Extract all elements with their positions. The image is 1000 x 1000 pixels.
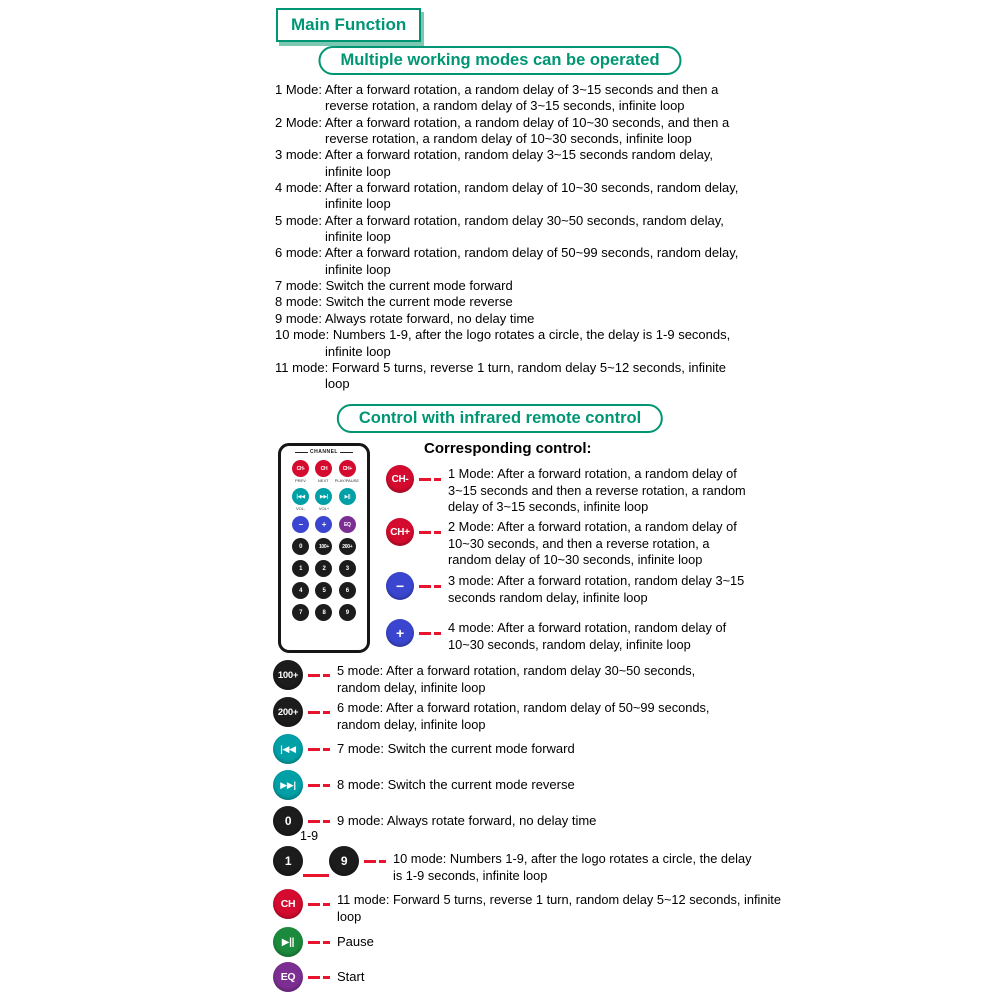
mode-item-10: 10 mode: Numbers 1-9, after the logo rotates a circle, the delay is 1-9 seconds, infinite loop <box>275 327 731 359</box>
digit-range-group <box>273 829 359 877</box>
remote-prev-label: PREV <box>294 478 306 483</box>
remote-minus-button: − <box>292 516 309 533</box>
remote-row-456 <box>281 582 367 599</box>
remote-4-button: 4 <box>292 582 309 599</box>
control-text-mode8: 8 mode: Switch the current mode reverse <box>337 777 575 792</box>
remote-playpause-label: PLAY/PAUSE <box>334 478 359 483</box>
control-row-mode4 <box>386 617 748 653</box>
control-row-mode7 <box>273 734 575 764</box>
control-row-mode8 <box>273 770 575 800</box>
section-title-remote-control: Control with infrared remote control <box>337 404 663 433</box>
connector-line <box>308 941 330 944</box>
key-100-icon: 100+ <box>273 660 303 690</box>
remote-ch-minus-button: CH- <box>292 460 309 477</box>
connector-line <box>308 976 330 979</box>
remote-next-button: ▶▶| <box>315 488 332 505</box>
remote-channel-label: CHANNEL <box>281 449 367 455</box>
control-row-mode1 <box>386 463 748 516</box>
connector-line <box>419 585 441 588</box>
remote-next-label: NEXT <box>317 478 329 483</box>
remote-row-extra <box>281 538 367 555</box>
mode-item-8: 8 mode: Switch the current mode reverse <box>275 294 513 310</box>
mode-item-5: 5 mode: After a forward rotation, random delay 30~50 seconds, random delay, infinite loop <box>275 212 724 245</box>
mode-item-2: 2 Mode: After a forward rotation, a random delay of 10~30 seconds, and then a reverse rotation, a random delay of 10~30 seconds, infinite loop <box>275 114 730 147</box>
remote-eq-button: EQ <box>339 516 356 533</box>
connector-line <box>308 903 330 906</box>
section-title-working-modes: Multiple working modes can be operated <box>318 46 681 75</box>
remote-eq-label <box>336 507 359 511</box>
ch-plus-icon: CH+ <box>386 518 414 546</box>
remote-playpause-button: ▶|| <box>339 488 356 505</box>
remote-2-button: 2 <box>315 560 332 577</box>
mode-item-3: 3 mode: After a forward rotation, random delay 3~15 seconds random delay, infinite loop <box>275 147 714 179</box>
mode-item-7: 7 mode: Switch the current mode forward <box>275 278 513 294</box>
prev-track-icon: |◀◀ <box>273 734 303 764</box>
remote-row-channel <box>281 460 367 477</box>
remote-1-button: 1 <box>292 560 309 577</box>
remote-control-graphic <box>278 443 370 653</box>
control-row-mode11 <box>273 889 797 925</box>
remote-plus-button: + <box>315 516 332 533</box>
eq-icon: EQ <box>273 962 303 992</box>
remote-volume-labels <box>281 507 367 511</box>
control-text-mode2: 2 Mode: After a forward rotation, a random delay of 10~30 seconds, and then a reverse rotation, a random delay of 10~30 seconds, infinite loop <box>448 519 737 567</box>
remote-row-789 <box>281 604 367 621</box>
range-label: 1-9 <box>300 829 319 843</box>
remote-prev-button: |◀◀ <box>292 488 309 505</box>
connector-line <box>308 784 330 787</box>
remote-ch-plus-button: CH+ <box>339 460 356 477</box>
connector-line <box>303 874 329 877</box>
remote-media-labels <box>281 479 367 483</box>
remote-row-123 <box>281 560 367 577</box>
play-pause-icon: ▶|| <box>273 927 303 957</box>
plus-icon: + <box>386 619 414 647</box>
remote-ch-button: CH <box>315 460 332 477</box>
control-text-mode3: 3 mode: After a forward rotation, random delay 3~15 seconds random delay, infinite loop <box>448 573 745 605</box>
remote-vol-minus-label: VOL- <box>295 506 306 511</box>
corresponding-control-label: Corresponding control: <box>424 440 592 457</box>
remote-9-button: 9 <box>339 604 356 621</box>
connector-line <box>364 860 386 863</box>
control-text-mode11: 11 mode: Forward 5 turns, reverse 1 turn, random delay 5~12 seconds, infinite loop <box>337 892 781 924</box>
remote-5-button: 5 <box>315 582 332 599</box>
control-row-mode2 <box>386 516 748 569</box>
remote-3-button: 3 <box>339 560 356 577</box>
control-text-mode1: 1 Mode: After a forward rotation, a random delay of 3~15 seconds and then a reverse rotation, a random delay of 3~15 seconds, infinite loop <box>448 466 746 514</box>
remote-vol-plus-label: VOL+ <box>318 506 330 511</box>
remote-6-button: 6 <box>339 582 356 599</box>
mode-item-1: 1 Mode: After a forward rotation, a random delay of 3~15 seconds and then a reverse rotation, a random delay of 3~15 seconds, infinite loop <box>275 82 719 114</box>
connector-line <box>308 674 330 677</box>
modes-list <box>275 82 745 393</box>
remote-8-button: 8 <box>315 604 332 621</box>
control-text-start: Start <box>337 969 365 984</box>
control-text-mode7: 7 mode: Switch the current mode forward <box>337 741 575 756</box>
mode-item-9: 9 mode: Always rotate forward, no delay time <box>275 310 535 326</box>
control-row-pause <box>273 927 374 957</box>
remote-0-button: 0 <box>292 538 309 555</box>
connector-line <box>419 478 441 481</box>
remote-row-volume <box>281 516 367 533</box>
digit-9-icon: 9 <box>329 846 359 876</box>
connector-line <box>308 820 330 823</box>
control-text-mode5: 5 mode: After a forward rotation, random delay 30~50 seconds, random delay, infinite loop <box>337 663 696 695</box>
remote-200-button: 200+ <box>339 538 356 555</box>
connector-line <box>308 748 330 751</box>
control-row-start <box>273 962 364 992</box>
connector-line <box>419 531 441 534</box>
remote-row-media <box>281 488 367 505</box>
ch-minus-icon: CH- <box>386 465 414 493</box>
main-function-title: Main Function <box>276 8 421 42</box>
control-text-mode6: 6 mode: After a forward rotation, random delay of 50~99 seconds, random delay, infinite loop <box>337 700 710 732</box>
remote-100-button: 100+ <box>315 538 332 555</box>
control-text-mode10: 10 mode: Numbers 1-9, after the logo rotates a circle, the delay is 1-9 seconds, infinite loop <box>393 851 752 883</box>
digit-1-icon: 1 <box>273 846 303 876</box>
minus-icon: − <box>386 572 414 600</box>
control-row-mode6 <box>273 697 737 733</box>
control-row-mode5 <box>273 660 737 696</box>
remote-7-button: 7 <box>292 604 309 621</box>
control-text-mode9: 9 mode: Always rotate forward, no delay time <box>337 813 597 828</box>
connector-line <box>308 711 330 714</box>
ch-icon: CH <box>273 889 303 919</box>
control-row-mode3 <box>386 570 748 606</box>
key-200-icon: 200+ <box>273 697 303 727</box>
control-text-pause: Pause <box>337 934 374 949</box>
mode-item-4: 4 mode: After a forward rotation, random delay of 10~30 seconds, random delay, infinite loop <box>275 180 739 212</box>
control-text-mode4: 4 mode: After a forward rotation, random delay of 10~30 seconds, random delay, infinite loop <box>448 620 727 652</box>
mode-item-6: 6 mode: After a forward rotation, random delay of 50~99 seconds, random delay, infinite loop <box>275 245 739 277</box>
next-track-icon: ▶▶| <box>273 770 303 800</box>
key-0-icon: 0 <box>273 806 303 836</box>
mode-item-11: 11 mode: Forward 5 turns, reverse 1 turn, random delay 5~12 seconds, infinite loop <box>275 359 727 392</box>
control-row-mode10 <box>273 829 758 884</box>
connector-line <box>419 632 441 635</box>
